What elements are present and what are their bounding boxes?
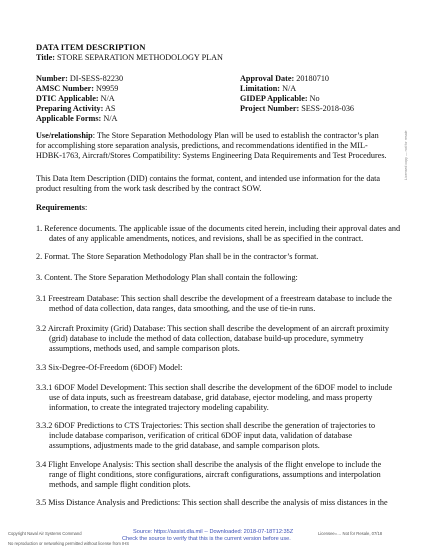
footer-verify-notice: Check the source to verify that this is the current version before use. — [122, 536, 291, 542]
intro-line-2: product resulting from the work task described by the contract SOW. — [36, 184, 262, 193]
req-3-3-1-line-2: use of data inputs, such as freestream database, grid database, ejector modeling, and mass property — [49, 393, 373, 402]
use-relationship-line-3: HDBK-1763, Aircraft/Stores Compatibility: Systems Engineering Data Requirements and Test Procedures. — [36, 151, 387, 160]
field-label: Limitation: — [240, 84, 281, 93]
field-label: Approval Date: — [240, 74, 295, 83]
req-3-4-line-1: 3.4 Flight Envelope Analysis: This section shall describe the analysis of the flight envelope to include the — [36, 460, 382, 469]
field-value: N/A — [282, 84, 297, 93]
req-3-3-2-line-2: include database comparison, verification of critical 6DOF input data, validation of database — [49, 431, 353, 440]
requirements-colon: : — [84, 203, 88, 212]
use-text: : The Store Separation Methodology Plan will be used to establish the contractor’s plan — [92, 131, 379, 140]
field-value: AS — [105, 104, 116, 113]
field-value: N/A — [103, 114, 118, 123]
field-approval-date — [240, 74, 329, 84]
req-3-4-line-2: range of flight conditions, store configurations, aircraft configurations, assumptions and interpolation — [49, 470, 381, 479]
field-value: N/A — [100, 94, 115, 103]
field-limitation — [240, 84, 296, 94]
req-3-1-line-2: method of data collection, data ranges, data smoothing, and the use of tie-in runs. — [49, 304, 316, 313]
use-relationship-line-1 — [36, 131, 379, 141]
field-label: Number: — [36, 74, 68, 83]
field-value: 20180710 — [296, 74, 329, 83]
use-relationship-label: Use/relationship — [36, 131, 93, 140]
field-label: Preparing Activity: — [36, 104, 104, 113]
req-3-3-2-line-3: assumptions, adjustments made to the grid database, and sample comparison plots. — [49, 441, 320, 450]
req-3-3-line-1: 3.3 Six-Degree-Of-Freedom (6DOF) Model: — [36, 363, 183, 372]
req-1-line-1: 1. Reference documents. The applicable issue of the documents cited herein, including their approval dates and — [36, 224, 401, 233]
title-label: Title: — [36, 53, 55, 62]
footer-license-notice: No reproduction or networking permitted without license from IHS — [8, 541, 130, 546]
req-3-3-1-line-1: 3.3.1 6DOF Model Development: This section shall describe the development of the 6DOF model to include — [36, 383, 393, 392]
req-3-4-line-3: methods, and sample flight condition plots. — [49, 480, 191, 489]
field-value: No — [309, 94, 320, 103]
field-label: Applicable Forms: — [36, 114, 102, 123]
requirements-heading — [36, 203, 87, 213]
doc-heading: DATA ITEM DESCRIPTION — [36, 42, 146, 52]
use-relationship-line-2: for accomplishing store separation analysis, predictions, and recommendations identified in the MIL- — [36, 141, 368, 150]
field-amsc-number — [36, 84, 118, 94]
field-dtic-applicable — [36, 94, 115, 104]
field-preparing-activity — [36, 104, 115, 114]
footer-source-link[interactable]: Source: https://assist.dla.mil -- Downloaded: 2018-07-18T12:35Z — [133, 529, 294, 535]
field-label: Project Number: — [240, 104, 300, 113]
req-3-2-line-2: (grid) database to include the method of data collection, database build-up procedure, symmetry — [49, 334, 364, 343]
side-watermark: Licensed copy — not for resale — [404, 130, 408, 180]
req-3-5-line-1: 3.5 Miss Distance Analysis and Predictions: This section shall describe the analysis of miss distances in the — [36, 498, 388, 507]
field-value: DI-SESS-82230 — [69, 74, 124, 83]
req-3-2-line-1: 3.2 Aircraft Proximity (Grid) Database: This section shall describe the development of an aircraft proximity — [36, 324, 389, 333]
field-value: SESS-2018-036 — [301, 104, 355, 113]
footer-copyright: Copyright Naval Air Systems Command — [8, 531, 82, 536]
requirements-label: Requirements — [36, 203, 85, 212]
req-3-1-line-1: 3.1 Freestream Database: This section shall describe the development of a freestream database to include the — [36, 294, 392, 303]
field-gidep-applicable — [240, 94, 320, 104]
req-3-2-line-3: assumptions, methods used, and sample comparison plots. — [49, 344, 240, 353]
req-3-line-1: 3. Content. The Store Separation Methodology Plan shall contain the following: — [36, 273, 298, 282]
field-value: N9959 — [96, 84, 119, 93]
doc-title — [36, 53, 223, 63]
field-label: GIDEP Applicable: — [240, 94, 308, 103]
req-1-line-2: dates of any applicable amendments, notices, and revisions, shall be as specified in the contract. — [49, 234, 364, 243]
intro-line-1: This Data Item Description (DID) contains the format, content, and intended use information for the data — [36, 174, 380, 183]
field-applicable-forms — [36, 114, 117, 124]
footer-licensee: Licensee=… Not for Resale, 07/18 — [318, 531, 383, 536]
field-label: AMSC Number: — [36, 84, 94, 93]
field-number — [36, 74, 123, 84]
title-value: STORE SEPARATION METHODOLOGY PLAN — [57, 53, 223, 62]
field-project-number — [240, 104, 354, 114]
req-3-3-1-line-3: information, to create the integrated trajectory modeling capability. — [49, 403, 269, 412]
req-2-line-1: 2. Format. The Store Separation Methodology Plan shall be in the contractor’s format. — [36, 252, 319, 261]
field-label: DTIC Applicable: — [36, 94, 99, 103]
req-3-3-2-line-1: 3.3.2 6DOF Predictions to CTS Trajectories: This section shall describe the generation of trajectories to — [36, 421, 376, 430]
